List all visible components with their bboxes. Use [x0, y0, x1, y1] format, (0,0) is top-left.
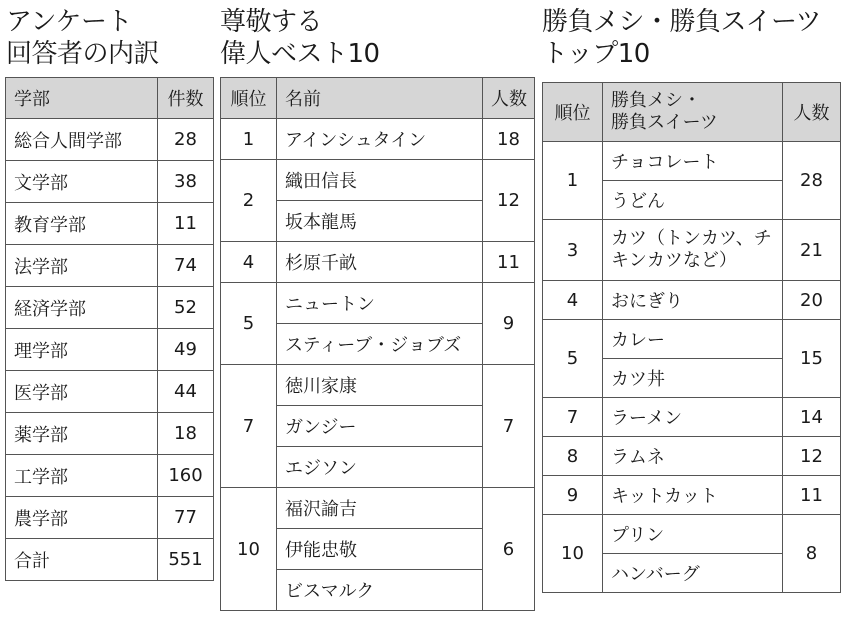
food-title-line1: 勝負メシ・勝負スイーツ	[542, 7, 821, 37]
table-row	[6, 119, 214, 161]
total-count: 551	[158, 539, 214, 581]
table-row	[6, 245, 214, 287]
item-cell: カツ丼	[603, 359, 783, 398]
survey-title	[6, 6, 159, 70]
item-cell: うどん	[603, 181, 783, 220]
header-people: 人数	[483, 78, 535, 119]
rank-cell: 4	[543, 281, 603, 320]
rank-cell: 5	[543, 320, 603, 398]
food-title-line2: トップ10	[542, 39, 650, 69]
header-item-line1: 勝負メシ・	[611, 90, 701, 111]
people-cell: 12	[783, 437, 841, 476]
respected-title	[220, 6, 380, 70]
faculty-cell: 法学部	[6, 245, 158, 287]
people-cell: 8	[783, 515, 841, 593]
people-cell: 20	[783, 281, 841, 320]
header-people: 人数	[783, 83, 841, 142]
header-rank: 順位	[543, 83, 603, 142]
food-title	[542, 6, 821, 70]
table-row	[6, 413, 214, 455]
faculty-cell: 総合人間学部	[6, 119, 158, 161]
rank-cell: 1	[221, 119, 277, 160]
item-cell: チョコレート	[603, 142, 783, 181]
faculty-cell: 経済学部	[6, 287, 158, 329]
count-cell: 18	[158, 413, 214, 455]
table-row	[6, 371, 214, 413]
faculty-cell: 理学部	[6, 329, 158, 371]
header-faculty: 学部	[6, 78, 158, 119]
people-cell: 7	[483, 365, 535, 488]
rank-cell: 7	[221, 365, 277, 488]
table-row	[221, 283, 535, 324]
name-cell: 織田信長	[277, 160, 483, 201]
table-row	[6, 287, 214, 329]
people-cell: 11	[783, 476, 841, 515]
rank-cell: 1	[543, 142, 603, 220]
rank-cell: 3	[543, 220, 603, 281]
count-cell: 38	[158, 161, 214, 203]
faculty-cell: 文学部	[6, 161, 158, 203]
table-row	[221, 160, 535, 201]
count-cell: 28	[158, 119, 214, 161]
rank-cell: 4	[221, 242, 277, 283]
table-row	[543, 515, 841, 554]
rank-cell: 7	[543, 398, 603, 437]
faculty-cell: 農学部	[6, 497, 158, 539]
item-cell: カツ（トンカツ、チキンカツなど）	[603, 220, 783, 281]
respected-table	[220, 77, 535, 611]
name-cell: 徳川家康	[277, 365, 483, 406]
respected-header-row	[221, 78, 535, 119]
item-cell: プリン	[603, 515, 783, 554]
table-row	[543, 437, 841, 476]
food-table	[542, 82, 841, 593]
table-row	[6, 329, 214, 371]
people-cell: 6	[483, 488, 535, 611]
item-cell: ラムネ	[603, 437, 783, 476]
rank-cell: 5	[221, 283, 277, 365]
survey-title-line1: アンケート	[6, 7, 132, 37]
count-cell: 77	[158, 497, 214, 539]
table-row	[543, 142, 841, 181]
total-row	[6, 539, 214, 581]
faculty-cell: 医学部	[6, 371, 158, 413]
table-row	[543, 220, 841, 281]
name-cell: 杉原千畝	[277, 242, 483, 283]
name-cell: 坂本龍馬	[277, 201, 483, 242]
item-cell: キットカット	[603, 476, 783, 515]
header-item-line2: 勝負スイーツ	[611, 112, 718, 133]
faculty-cell: 教育学部	[6, 203, 158, 245]
header-rank: 順位	[221, 78, 277, 119]
rank-cell: 10	[543, 515, 603, 593]
survey-header-row	[6, 78, 214, 119]
name-cell: 伊能忠敬	[277, 529, 483, 570]
header-item	[603, 83, 783, 142]
table-row	[221, 488, 535, 529]
name-cell: ビスマルク	[277, 570, 483, 611]
header-count: 件数	[158, 78, 214, 119]
rank-cell: 2	[221, 160, 277, 242]
people-cell: 9	[483, 283, 535, 365]
count-cell: 49	[158, 329, 214, 371]
faculty-cell: 薬学部	[6, 413, 158, 455]
respected-title-line1: 尊敬する	[220, 7, 323, 37]
survey-table	[5, 77, 214, 581]
table-row	[6, 497, 214, 539]
respected-title-line2: 偉人ベスト10	[220, 39, 380, 69]
item-cell: おにぎり	[603, 281, 783, 320]
table-row	[543, 398, 841, 437]
total-label: 合計	[6, 539, 158, 581]
name-cell: ニュートン	[277, 283, 483, 324]
people-cell: 11	[483, 242, 535, 283]
table-row	[543, 281, 841, 320]
people-cell: 15	[783, 320, 841, 398]
name-cell: アインシュタイン	[277, 119, 483, 160]
item-cell: ラーメン	[603, 398, 783, 437]
name-cell: 福沢諭吉	[277, 488, 483, 529]
item-cell: カレー	[603, 320, 783, 359]
table-row	[6, 203, 214, 245]
item-cell: ハンバーグ	[603, 554, 783, 593]
name-cell: スティーブ・ジョブズ	[277, 324, 483, 365]
table-row	[543, 320, 841, 359]
table-row	[221, 365, 535, 406]
people-cell: 12	[483, 160, 535, 242]
rank-cell: 10	[221, 488, 277, 611]
table-row	[221, 242, 535, 283]
count-cell: 44	[158, 371, 214, 413]
people-cell: 18	[483, 119, 535, 160]
table-row	[221, 119, 535, 160]
survey-title-line2: 回答者の内訳	[6, 39, 160, 69]
count-cell: 11	[158, 203, 214, 245]
count-cell: 52	[158, 287, 214, 329]
faculty-cell: 工学部	[6, 455, 158, 497]
count-cell: 160	[158, 455, 214, 497]
people-cell: 14	[783, 398, 841, 437]
food-header-row	[543, 83, 841, 142]
table-row	[6, 161, 214, 203]
rank-cell: 9	[543, 476, 603, 515]
rank-cell: 8	[543, 437, 603, 476]
name-cell: ガンジー	[277, 406, 483, 447]
name-cell: エジソン	[277, 447, 483, 488]
table-row	[6, 455, 214, 497]
header-name: 名前	[277, 78, 483, 119]
people-cell: 28	[783, 142, 841, 220]
count-cell: 74	[158, 245, 214, 287]
people-cell: 21	[783, 220, 841, 281]
table-row	[543, 476, 841, 515]
